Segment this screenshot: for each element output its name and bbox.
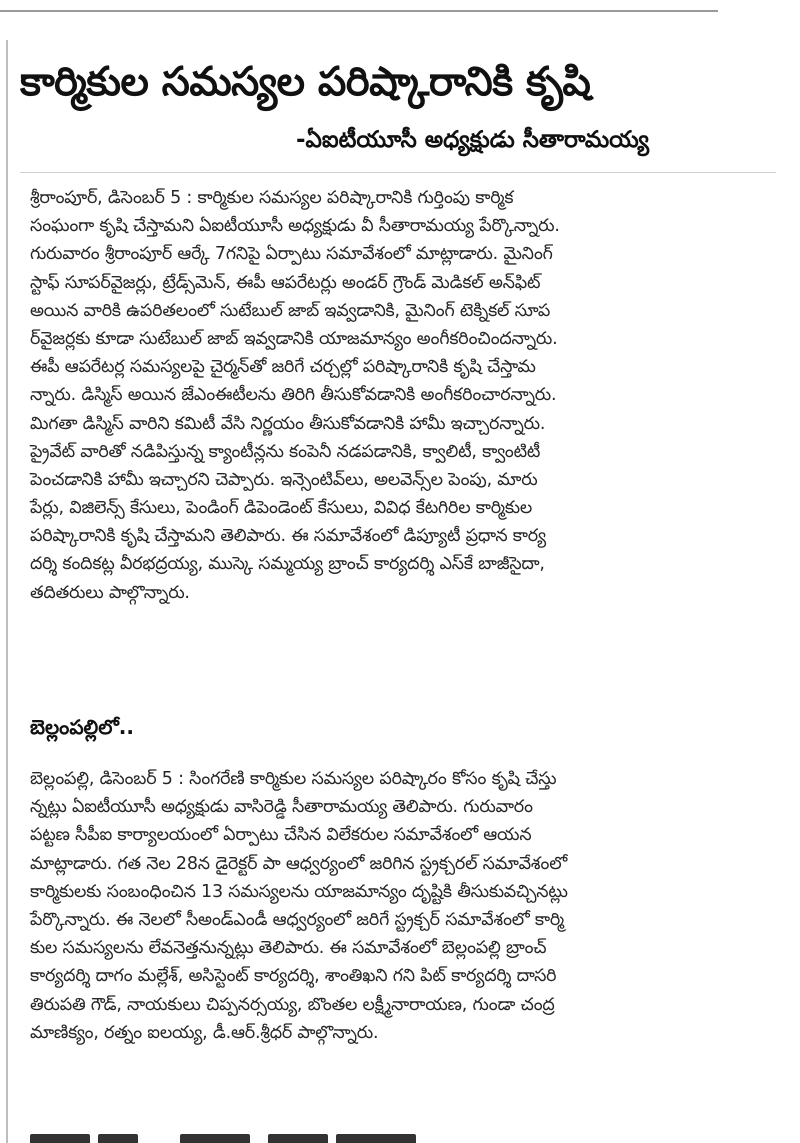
paragraph-line: శ్రీరాంపూర్, డిసెంబర్ 5 : కార్మికుల సమస్యల పరిష్కారానికి గుర్తింపు కార్మిక <box>30 188 514 208</box>
paragraph-line: సంఘంగా కృషి చేస్తామని ఏఐటీయూసీ అధ్యక్షుడు వీ సీతారామయ్య పేర్కొన్నారు. <box>30 216 560 237</box>
truncated-next-heading <box>30 1127 450 1143</box>
paragraph-line: బెల్లంపల్లి, డిసెంబర్ 5 : సింగరేణి కార్మికుల సమస్యల పరిష్కారం కోసం కృషి చేస్తు <box>30 769 557 789</box>
truncated-text-fragment <box>268 1134 328 1143</box>
paragraph-line: న్నట్లు ఏఐటీయూసీ అధ్యక్షుడు వాసిరెడ్డి సీతారామయ్య తెలిపారు. గురువారం <box>30 797 533 818</box>
paragraph-line: పేర్కొన్నారు. ఈ నెలలో సీఅండ్ఎండీ ఆధ్వర్యంలో జరిగే స్ట్రక్చర్ సమావేశంలో కార్మి <box>30 909 564 930</box>
article-paragraph-2 <box>30 765 770 1047</box>
paragraph-line: మాట్లాడారు. గత నెల 28న డైరెక్టర్ పా ఆధ్వర్యంలో జరిగిన స్ట్రక్చరల్ సమావేశంలో <box>30 853 568 874</box>
column-divider <box>6 40 8 1143</box>
paragraph-line: తదితరులు పాల్గొన్నారు. <box>30 582 190 603</box>
truncated-text-fragment <box>180 1134 250 1143</box>
paragraph-line: తిరుపతి గౌడ్, నాయకులు చిప్పనర్సయ్య, బొంతల లక్ష్మీనారాయణ, గుండా చంద్ర <box>30 994 555 1015</box>
article-headline: కార్మికుల సమస్యల పరిష్కారానికి కృషి <box>20 59 591 105</box>
paragraph-line: పరిష్కారానికి కృషి చేస్తామని తెలిపారు. ఈ సమావేశంలో డిప్యూటీ ప్రధాన కార్య <box>30 526 546 547</box>
article-paragraph-1 <box>30 184 770 607</box>
paragraph-line: దర్శి కందికట్ల వీరభద్రయ్య, ముస్కె సమ్మయ్య బ్రాంచ్ కార్యదర్శి ఎస్‌కే బాజీసైదా, <box>30 554 545 575</box>
top-divider <box>0 10 718 12</box>
paragraph-line: కార్మికులకు సంబంధించిన 13 సమస్యలను యాజమాన్యం దృష్టికి తీసుకువచ్చినట్లు <box>30 881 568 902</box>
paragraph-line: పేర్లు, విజిలెన్స్ కేసులు, పెండింగ్ డిపెండెంట్ కేసులు, వివిధ కేటగిరిల కార్మికుల <box>30 498 533 519</box>
section-heading-bellampalli: బెల్లంపల్లిలో.. <box>30 715 134 739</box>
paragraph-line: పెంచడానికి హామీ ఇచ్చారని చెప్పారు. ఇన్సెంటివ్‌లు, అలవెన్స్‌ల పెంపు, మారు <box>30 469 538 490</box>
paragraph-line: ఈపీ ఆపరేటర్ల సమస్యలపై చైర్మన్‌తో జరిగే చర్చల్లో పరిష్కారానికి కృషి చేస్తామ <box>30 357 536 378</box>
paragraph-line: మిగతా డిస్మిస్ వారిని కమిటీ వేసి నిర్ణయం తీసుకోవడానికి హామీ ఇచ్చారన్నారు. <box>30 413 546 434</box>
paragraph-line: స్టాఫ్ సూపర్‌వైజర్లు, ట్రేడ్స్‌మెన్, ఈపీ ఆపరేటర్లు అండర్ గ్రౌండ్ మెడికల్ అన్‌ఫిట్ <box>30 272 541 293</box>
paragraph-line: గురువారం శ్రీరాంపూర్ ఆర్కే 7గనిపై ఏర్పాటు సమావేశంలో మాట్లాడారు. మైనింగ్ <box>30 244 553 265</box>
paragraph-line: ప్రైవేట్ వారితో నడిపిస్తున్న క్యాంటీన్లను కంపెనీ నడపడానికి, క్వాలిటీ, క్వాంటిటీ <box>30 441 541 462</box>
truncated-text-fragment <box>336 1134 416 1143</box>
paragraph-line: ర్‌వైజర్లకు కూడా సుటేబుల్ జాబ్ ఇవ్వడానికి యాజమాన్యం అంగీకరించిందన్నారు. <box>30 328 558 349</box>
paragraph-line: మాణిక్యం, రత్నం ఐలయ్య, డీ.ఆర్.శ్రీధర్ పాల్గొన్నారు. <box>30 1022 379 1043</box>
paragraph-line: న్నారు. డిస్మిస్ అయిన జేఎంఈటీలను తిరిగి తీసుకోవడానికి అంగీకరించారన్నారు. <box>30 385 557 406</box>
paragraph-line: కుల సమస్యలను లేవనెత్తనున్నట్లు తెలిపారు. ఈ సమావేశంలో బెల్లంపల్లి బ్రాంచ్ <box>30 938 547 959</box>
truncated-text-fragment <box>98 1134 138 1143</box>
truncated-text-fragment <box>30 1134 90 1143</box>
article-subheadline: -ఏఐటీయూసీ అధ్యక్షుడు సీతారామయ్య <box>296 127 650 153</box>
paragraph-line: పట్టణ సీపీఐ కార్యాలయంలో ఏర్పాటు చేసిన విలేకరుల సమావేశంలో ఆయన <box>30 825 532 846</box>
headline-divider <box>20 172 776 173</box>
paragraph-line: అయిన వారికి ఉపరితలంలో సుటేబుల్ జాబ్ ఇవ్వడానికి, మైనింగ్ టెక్నికల్ సూప <box>30 300 551 321</box>
paragraph-line: కార్యదర్శి దాగం మల్లేశ్, అసిస్టెంట్ కార్యదర్శి, శాంతిఖని గని పిట్ కార్యదర్శి దాసరి <box>30 966 557 987</box>
